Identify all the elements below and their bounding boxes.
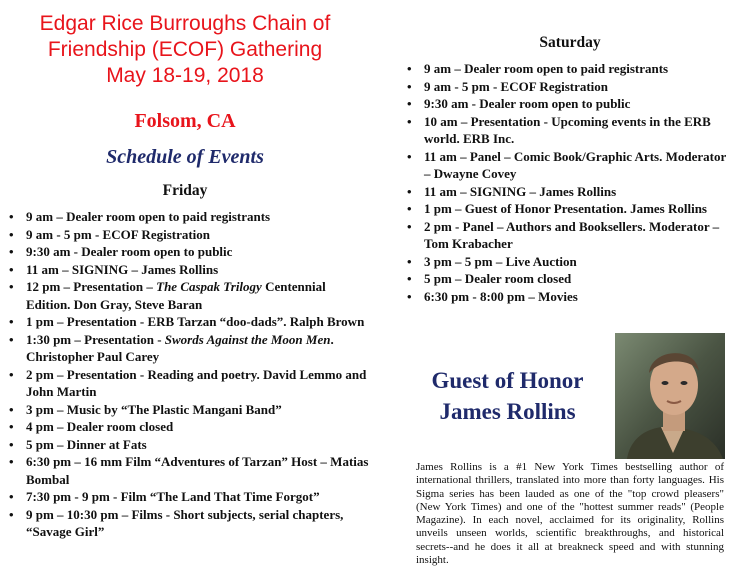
schedule-heading: Schedule of Events (106, 146, 264, 168)
saturday-event-item: • 5 pm – Dealer room closed (398, 270, 728, 288)
friday-event-item: • 9 pm – 10:30 pm – Films - Short subjects, serial chapters, “Savage Girl” (0, 506, 370, 541)
friday-event-item: • 9 am – Dealer room open to paid registrants (0, 208, 370, 226)
friday-event-item: • 4 pm – Dealer room closed (0, 418, 370, 436)
saturday-event-item: • 6:30 pm - 8:00 pm – Movies (398, 288, 728, 306)
friday-event-item (0, 331, 370, 366)
friday-event-item: • 6:30 pm – 16 mm Film “Adventures of Tarzan” Host – Matias Bombal (0, 453, 370, 488)
event-text: . Christopher Paul Carey (26, 331, 334, 364)
saturday-event-item: • 9 am – Dealer room open to paid registrants (398, 60, 728, 78)
saturday-event-item: • 3 pm – 5 pm – Live Auction (398, 253, 728, 271)
event-text: 12 pm – Presentation – (26, 279, 157, 294)
saturday-event-item: • 10 am – Presentation - Upcoming events in the ERB world. ERB Inc. (398, 113, 728, 148)
guest-of-honor-heading (395, 365, 620, 427)
friday-event-item (0, 278, 370, 313)
friday-event-item: • 3 pm – Music by “The Plastic Mangani Band” (0, 401, 370, 419)
friday-heading: Friday (162, 182, 208, 199)
saturday-event-item: • 11 am – SIGNING – James Rollins (398, 183, 728, 201)
event-title-line-1: Edgar Rice Burroughs Chain of (39, 12, 331, 35)
saturday-event-item: • 9:30 am - Dealer room open to public (398, 95, 728, 113)
event-title-line-2: Friendship (ECOF) Gathering (47, 38, 323, 61)
event-location: Folsom, CA (134, 110, 236, 132)
event-dates: May 18-19, 2018 (106, 64, 264, 87)
friday-event-list (0, 208, 370, 541)
event-title-italic: The Caspak Trilogy (156, 279, 262, 294)
saturday-event-item: • 2 pm - Panel – Authors and Booksellers. Moderator – Tom Krabacher (398, 218, 728, 253)
friday-event-item: • 9:30 am - Dealer room open to public (0, 243, 370, 261)
saturday-event-item: • 9 am - 5 pm - ECOF Registration (398, 78, 728, 96)
friday-event-item: • 1 pm – Presentation - ERB Tarzan “doo-dads”. Ralph Brown (0, 313, 370, 331)
saturday-heading: Saturday (539, 34, 601, 51)
saturday-event-item: • 1 pm – Guest of Honor Presentation. James Rollins (398, 200, 728, 218)
guest-name: James Rollins (439, 399, 576, 424)
friday-event-item: • 5 pm – Dinner at Fats (0, 436, 370, 454)
friday-event-item: • 2 pm – Presentation - Reading and poetry. David Lemmo and John Martin (0, 366, 370, 401)
event-title (0, 11, 370, 89)
guest-biography: James Rollins is a #1 New York Times bestselling author of international thrillers, translated into more than forty languages. His Sigma series has been lauded as one of the "top crowd pleasers" (New York Times) and one of the "hottest summer reads" (People Magazine). In each novel, acclaimed for its originality, Rollins unveils unseen worlds, scientific breakthroughs, and historical secrets--and he does it all at breakneck speed and with stunning insight. (416, 461, 724, 567)
friday-event-item: • 9 am - 5 pm - ECOF Registration (0, 226, 370, 244)
event-text: Centennial Edition. Don Gray, Steve Baran (26, 279, 326, 312)
friday-event-item: • 7:30 pm - 9 pm - Film “The Land That Time Forgot” (0, 488, 370, 506)
event-title-italic: Swords Against the Moon Men (164, 331, 331, 347)
guest-photo (615, 333, 725, 459)
saturday-event-item: • 11 am – Panel – Comic Book/Graphic Arts. Moderator – Dwayne Covey (398, 148, 728, 183)
event-text: 1:30 pm – Presentation - (26, 331, 165, 347)
friday-event-item: • 11 am – SIGNING – James Rollins (0, 261, 370, 279)
saturday-event-list (398, 60, 728, 305)
guest-heading-line-1: Guest of Honor (431, 368, 584, 393)
